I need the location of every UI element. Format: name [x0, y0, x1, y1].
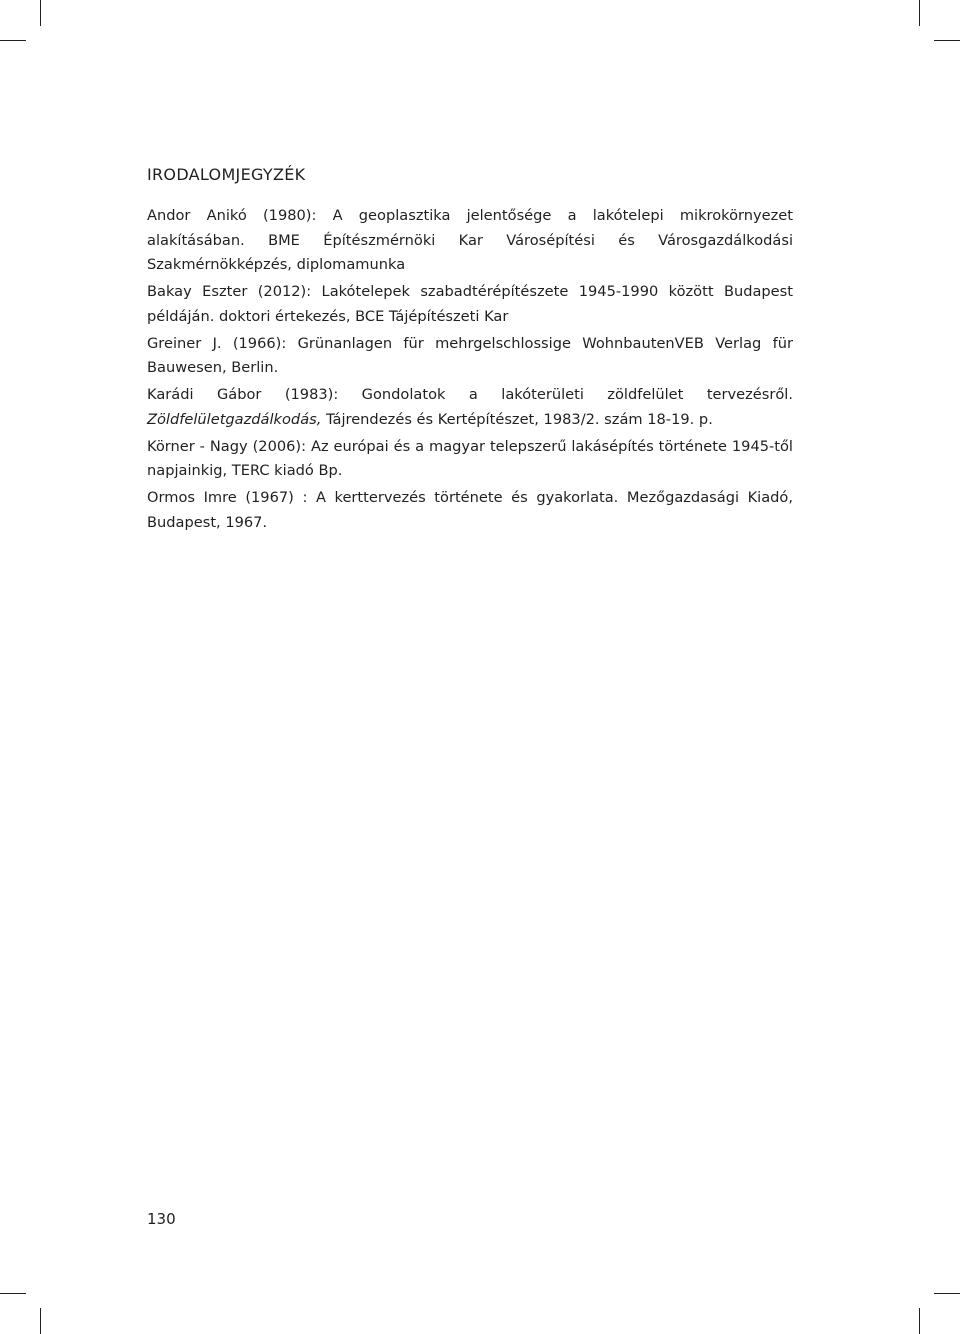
reference-text: Andor Anikó (1980): A geoplasztika jelentősége a lakótelepi mikrokörnyezet alakításában. BME Építészmérnöki Kar Városépítési és Városgazdálkodási Szakmérnökképzés, diplomamunka: [147, 207, 793, 273]
page-number: 130: [147, 1210, 176, 1228]
reference-list: [147, 204, 793, 538]
crop-mark-right-top: [934, 40, 960, 41]
reference-text: Körner - Nagy (2006): Az európai és a magyar telepszerű lakásépítés története 1945-től napjainkig, TERC kiadó Bp.: [147, 437, 793, 479]
reference-text: Greiner J. (1966): Grünanlagen für mehrgelschlossige WohnbautenVEB Verlag für Bauwesen, Berlin.: [147, 334, 793, 376]
crop-mark-right-bottom: [934, 1293, 960, 1294]
reference-item: [147, 435, 793, 484]
reference-text: Ormos Imre (1967) : A kerttervezés története és gyakorlata. Mezőgazdasági Kiadó, Budapest, 1967.: [147, 489, 793, 531]
crop-mark-left-bottom: [0, 1293, 26, 1294]
reference-text-tail: Tájrendezés és Kertépítészet, 1983/2. szám 18-19. p.: [321, 410, 713, 428]
section-heading: IRODALOMJEGYZÉK: [147, 165, 306, 184]
crop-mark-top-right: [919, 0, 920, 26]
reference-text: Bakay Eszter (2012): Lakótelepek szabadtérépítészete 1945-1990 között Budapest példáján. doktori értekezés, BCE Tájépítészeti Kar: [147, 283, 793, 325]
reference-item: [147, 383, 793, 432]
crop-mark-bottom-left: [40, 1308, 41, 1334]
reference-text: Karádi Gábor (1983): Gondolatok a lakóterületi zöldfelület tervezésről.: [147, 386, 793, 403]
reference-item: [147, 332, 793, 381]
reference-item: [147, 486, 793, 535]
crop-mark-top-left: [40, 0, 41, 26]
reference-item: [147, 204, 793, 278]
reference-item: [147, 280, 793, 329]
reference-journal-title: Zöldfelületgazdálkodás,: [147, 410, 322, 428]
crop-mark-bottom-right: [919, 1308, 920, 1334]
crop-mark-left-top: [0, 40, 26, 41]
